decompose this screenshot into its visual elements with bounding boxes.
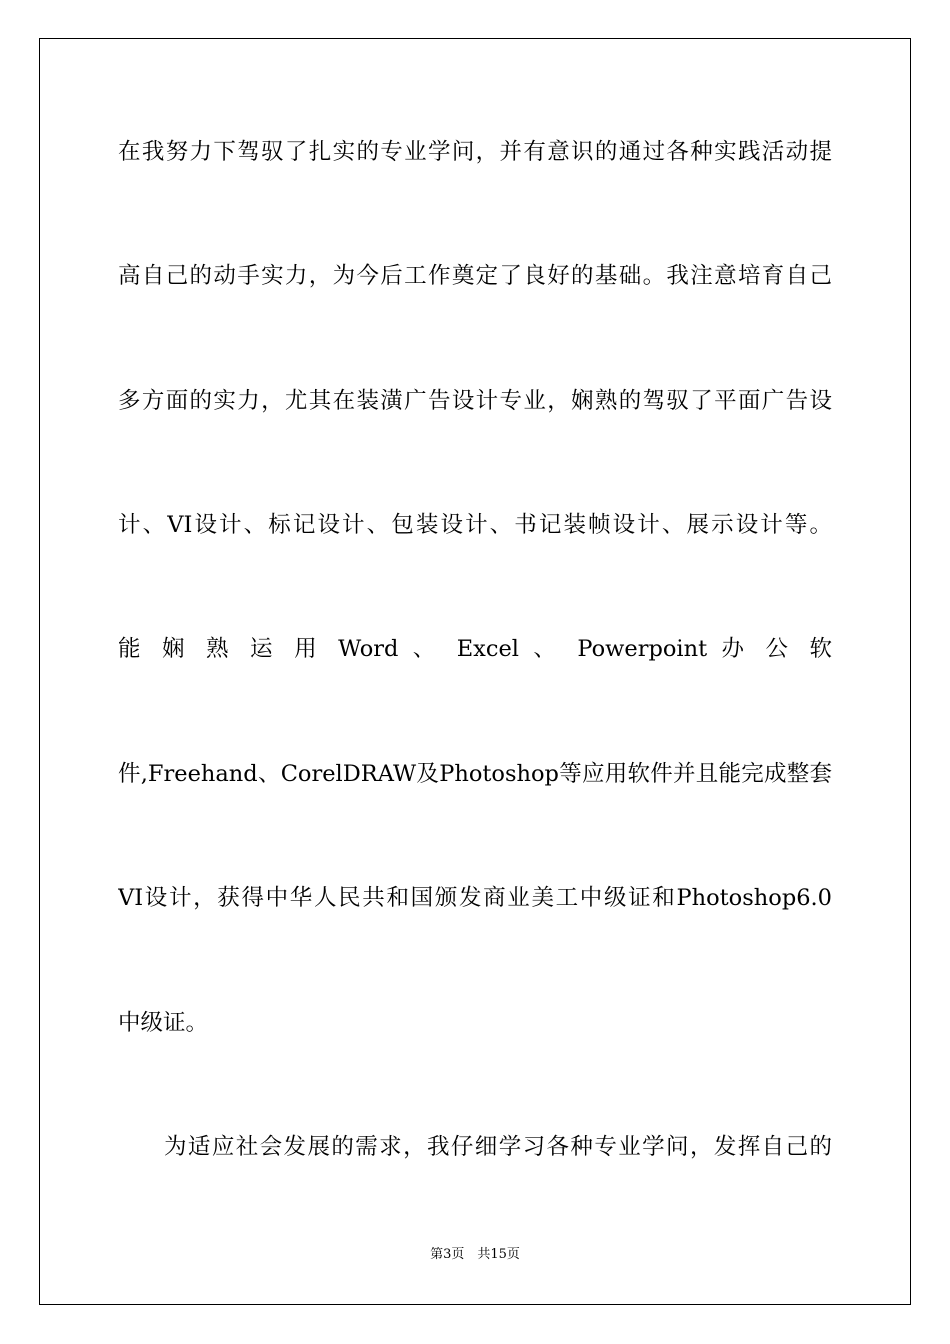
body-text-line-8: 中级证。: [118, 1010, 209, 1036]
body-text-line-1: 在我努力下驾驭了扎实的专业学问，并有意识的通过各种实践活动提: [118, 139, 832, 165]
body-text-line-6: 件,Freehand、CorelDRAW及Photoshop等应用软件并且能完成整套: [118, 761, 832, 787]
body-text-line-9: 为适应社会发展的需求，我仔细学习各种专业学问，发挥自己的: [164, 1134, 832, 1160]
body-text-line-2: 高自己的动手实力，为今后工作奠定了良好的基础。我注意培育自己: [118, 263, 832, 289]
body-text-line-5: 能 娴 熟 运 用 Word 、 Excel 、 Powerpoint 办 公 软: [118, 636, 832, 662]
body-text-line-7: VI设计，获得中华人民共和国颁发商业美工中级证和Photoshop6.0: [118, 885, 832, 911]
body-text-line-4: 计、VI设计、标记设计、包装设计、书记装帧设计、展示设计等。: [118, 512, 832, 538]
body-text-line-3: 多方面的实力，尤其在装潢广告设计专业，娴熟的驾驭了平面广告设: [118, 388, 832, 414]
page-number-footer: 第3页 共15页: [430, 1247, 520, 1262]
page-border: [39, 38, 911, 1305]
